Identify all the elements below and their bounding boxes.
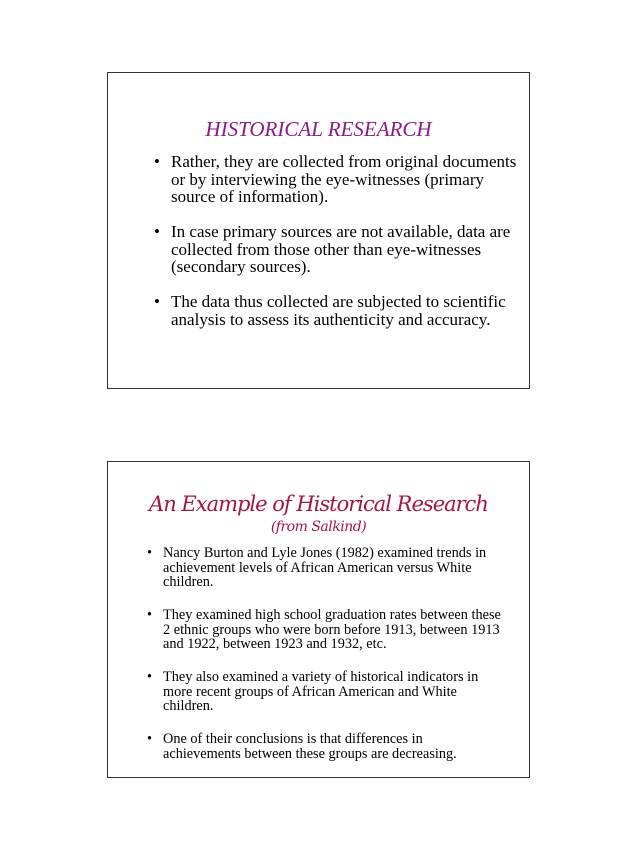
- bullet-item: [147, 670, 478, 714]
- bullet-line: achievements between these groups are decreasing.: [163, 745, 457, 762]
- bullet-item: [147, 608, 501, 652]
- bullet-icon: •: [147, 669, 153, 685]
- slide-subtitle: (from Salkind): [270, 519, 367, 535]
- slide-example-historical-research: [107, 461, 530, 778]
- bullet-item: [147, 546, 486, 590]
- slide-title: An Example of Historical Research: [149, 492, 488, 516]
- bullet-icon: •: [147, 545, 153, 561]
- bullet-line: One of their conclusions is that differences in: [163, 731, 423, 747]
- bullet-line: and 1922, between 1923 and 1932, etc.: [163, 636, 387, 652]
- bullet-item: [154, 153, 516, 206]
- bullet-line: 2 ethnic groups who were born before 1913, between 1913: [163, 621, 500, 638]
- slide-title: HISTORICAL RESEARCH: [205, 117, 432, 141]
- bullet-line: They also examined a variety of historical indicators in: [163, 669, 479, 685]
- bullet-line: (secondary sources).: [171, 257, 311, 276]
- bullet-line: analysis to assess its authenticity and accuracy.: [171, 309, 491, 329]
- bullet-item: [154, 223, 510, 276]
- bullet-item: [154, 293, 506, 328]
- bullet-line: In case primary sources are not available, data are: [171, 222, 511, 241]
- bullet-line: children.: [163, 698, 214, 714]
- slide-historical-research: [107, 72, 530, 389]
- bullet-item: [147, 732, 457, 761]
- bullet-icon: •: [147, 607, 153, 623]
- bullet-line: more recent groups of African American and White: [163, 683, 457, 700]
- bullet-icon: •: [154, 152, 160, 171]
- bullet-line: source of information).: [171, 187, 329, 206]
- bullet-line: The data thus collected are subjected to scientific: [171, 292, 506, 311]
- bullet-icon: •: [147, 731, 153, 747]
- bullet-line: achievement levels of African American versus White: [163, 559, 472, 576]
- bullet-line: Rather, they are collected from original documents: [171, 152, 517, 171]
- bullet-icon: •: [154, 222, 160, 241]
- bullet-line: They examined high school graduation rates between these: [163, 607, 501, 623]
- bullet-line: or by interviewing the eye-witnesses (primary: [171, 169, 484, 189]
- bullet-line: children.: [163, 574, 214, 590]
- bullet-line: collected from those other than eye-witnesses: [171, 239, 482, 259]
- bullet-line: Nancy Burton and Lyle Jones (1982) examined trends in: [163, 545, 487, 561]
- bullet-icon: •: [154, 292, 160, 311]
